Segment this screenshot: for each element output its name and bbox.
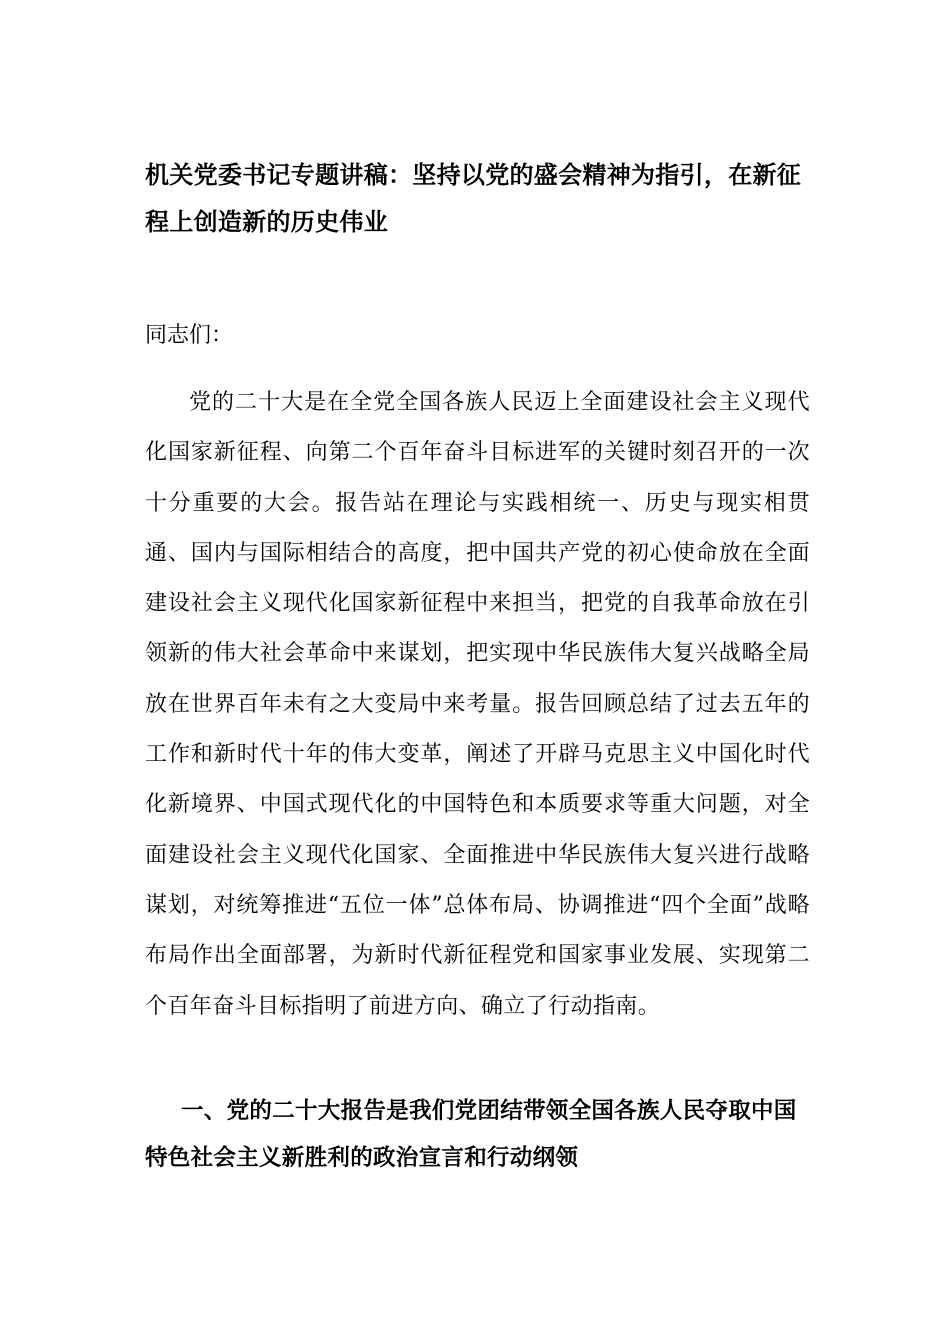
salutation: 同志们： xyxy=(145,323,234,348)
document-title: 机关党委书记专题讲稿：坚持以党的盛会精神为指引，在新征程上创造新的历史伟业 xyxy=(145,161,802,236)
section-heading: 一、党的二十大报告是我们党团结带领全国各族人民夺取中国特色社会主义新胜利的政治宣言和行动纲领 xyxy=(145,1098,797,1171)
body-paragraph: 党的二十大是在全党全国各族人民迈上全面建设社会主义现代化国家新征程、向第二个百年奋斗目标进军的关键时刻召开的一次十分重要的大会。报告站在理论与实践相统一、历史与现实相贯通、国内与国际相结合的高度，把中国共产党的初心使命放在全面建设社会主义现代化国家新征程中来担当，把党的自我革命放在引领新的伟大社会革命中来谋划，把实现中华民族伟大复兴战略全局放在世界百年未有之大变局中来考量。报告回顾总结了过去五年的工作和新时代十年的伟大变革，阐述了开辟马克思主义中国化时代化新境界、中国式现代化的中国特色和本质要求等重大问题，对全面建设社会主义现代化国家、全面推进中华民族伟大复兴进行战略谋划，对统筹推进“五位一体”总体布局、协调推进“四个全面”战略布局作出全面部署，为新时代新征程党和国家事业发展、实现第二个百年奋斗目标指明了前进方向、确立了行动指南。 xyxy=(145,390,810,1019)
